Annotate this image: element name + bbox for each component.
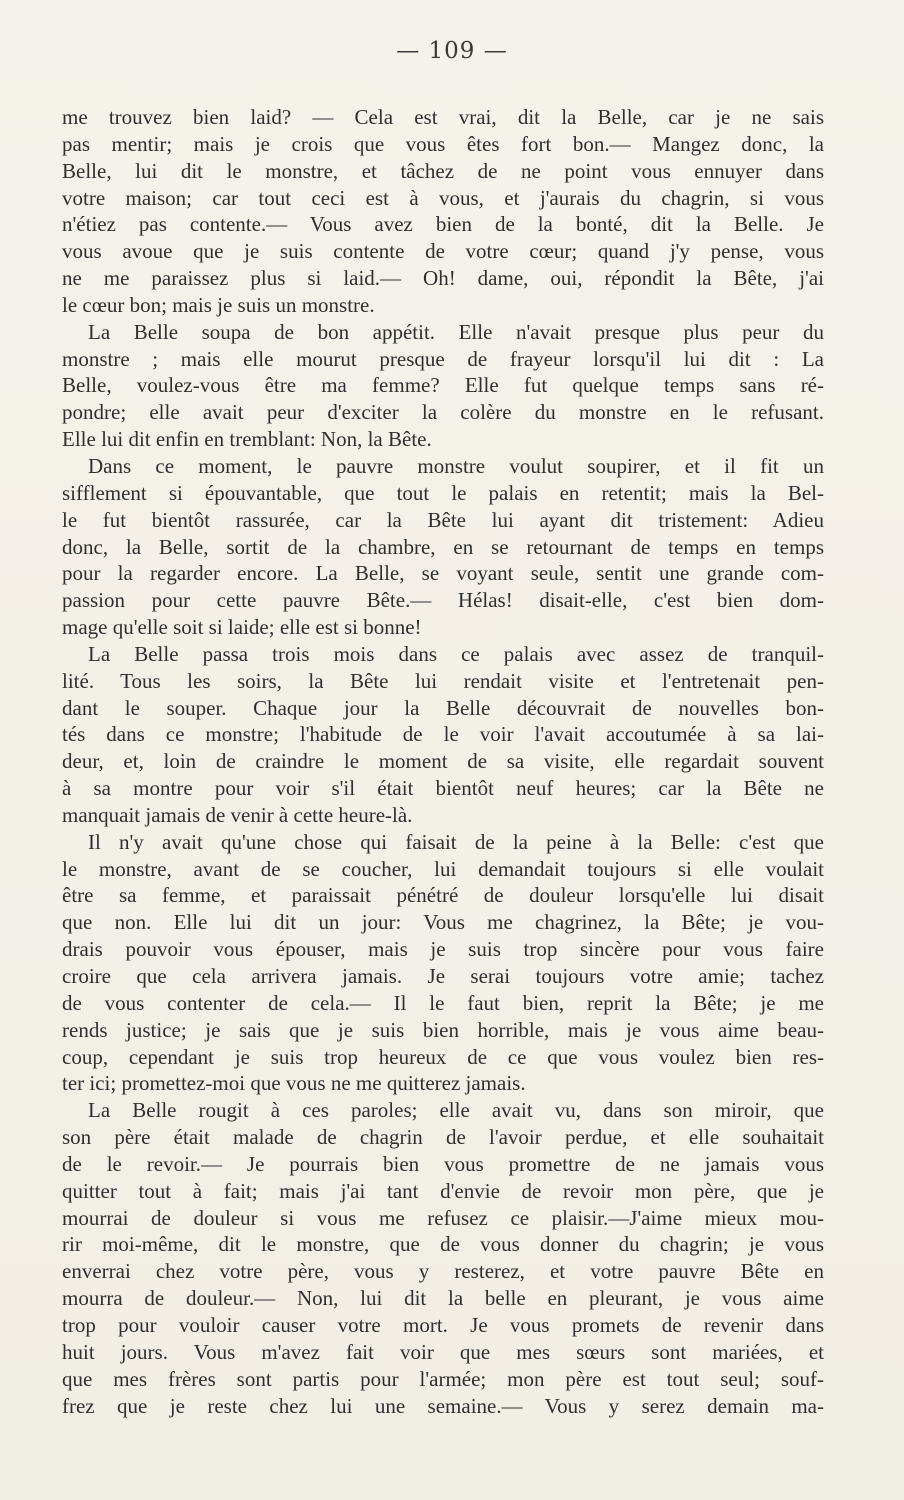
text-line: lité. Tous les soirs, la Bête lui rendait visite et l'entretenait pen- [62,668,824,693]
text-line: croire que cela arrivera jamais. Je serai toujours votre amie; tachez [62,964,824,988]
text-line: Il n'y avait qu'une chose qui faisait de la peine à la Belle: c'est que [88,829,824,854]
text-line: deur, et, loin de craindre le moment de sa visite, elle regardait souvent [62,749,824,774]
text-line: Elle lui dit enfin en tremblant: Non, la Bête. [62,427,432,452]
text-line: que non. Elle lui dit un jour: Vous me chagrinez, la Bête; je vou- [62,910,824,935]
text-line: ne me paraissez plus si laid.— Oh! dame, oui, répondit la Bête, j'ai [62,266,824,291]
text-line: n'étiez pas contente.— Vous avez bien de la bonté, dit la Belle. Je [62,212,824,237]
text-line: sifflement si épouvantable, que tout le palais en retentit; mais la Bel- [62,480,824,505]
text-line: donc, la Belle, sortit de la chambre, en se retournant de temps en temps [62,534,824,559]
text-line: enverrai chez votre père, vous y resterez, et votre pauvre Bête en [62,1259,824,1284]
text-line: être sa femme, et paraissait pénétré de douleur lorsqu'elle lui disait [62,883,824,908]
text-line: rends justice; je sais que je suis bien horrible, mais je vous aime beau- [62,1017,824,1042]
text-line: pondre; elle avait peur d'exciter la colère du monstre en le refusant. [62,400,824,425]
text-line: votre maison; car tout ceci est à vous, et j'aurais du chagrin, si vous [62,185,824,210]
text-line: le fut bientôt rassurée, car la Bête lui ayant dit tristement: Adieu [62,507,824,532]
text-line: dant le souper. Chaque jour la Belle découvrait de nouvelles bon- [62,695,824,720]
text-line: mage qu'elle soit si laide; elle est si bonne! [62,615,422,640]
text-line: son père était malade de chagrin de l'avoir perdue, et elle souhaitait [62,1125,824,1150]
body-text [62,104,824,1419]
text-line: Belle, lui dit le monstre, et tâchez de ne point vous ennuyer dans [62,158,824,183]
text-line: monstre ; mais elle mourut presque de frayeur lorsqu'il lui dit : La [62,346,824,371]
text-line: trop pour vouloir causer votre mort. Je vous promets de revenir dans [62,1312,824,1337]
text-line: Belle, voulez-vous être ma femme? Elle fut quelque temps sans ré- [62,373,824,398]
text-line: La Belle soupa de bon appétit. Elle n'avait presque plus peur du [88,319,824,344]
text-line: à sa montre pour voir s'il était bientôt neuf heures; car la Bête ne [62,776,824,801]
text-line: le monstre, avant de se coucher, lui demandait toujours si elle voulait [62,856,824,881]
text-line: le cœur bon; mais je suis un monstre. [62,292,375,317]
text-line: de le revoir.— Je pourrais bien vous promettre de ne jamais vous [62,1151,824,1176]
text-line: que mes frères sont partis pour l'armée; mon père est tout seul; souf- [62,1366,824,1391]
text-line: tés dans ce monstre; l'habitude de le voir l'avait accoutumée à sa lai- [62,722,824,747]
text-line: Dans ce moment, le pauvre monstre voulut soupirer, et il fit un [88,453,824,478]
text-line: de vous contenter de cela.— Il le faut bien, reprit la Bête; je me [62,990,824,1015]
text-line: rir moi-même, dit le monstre, que de vous donner du chagrin; je vous [62,1232,824,1257]
text-line: quitter tout à fait; mais j'ai tant d'envie de revoir mon père, que je [62,1178,824,1203]
text-line: mourrai de douleur si vous me refusez ce plaisir.—J'aime mieux mou- [62,1205,824,1230]
text-line: vous avoue que je suis contente de votre cœur; quand j'y pense, vous [62,239,824,264]
text-line: ter ici; promettez-moi que vous ne me quitterez jamais. [62,1071,526,1096]
text-line: coup, cependant je suis trop heureux de ce que vous voulez bien res- [62,1044,824,1069]
text-line: pour la regarder encore. La Belle, se voyant seule, sentit une grande com- [62,561,824,586]
text-line: manquait jamais de venir à cette heure-là. [62,802,413,827]
text-line: me trouvez bien laid? — Cela est vrai, dit la Belle, car je ne sais [62,105,824,129]
text-line: frez que je reste chez lui une semaine.— Vous y serez demain ma- [62,1393,824,1418]
text-line: La Belle passa trois mois dans ce palais avec assez de tranquil- [88,641,824,666]
text-line: pas mentir; mais je crois que vous êtes fort bon.— Mangez donc, la [62,131,824,156]
text-line: drais pouvoir vous épouser, mais je suis trop sincère pour vous faire [62,937,824,962]
text-line: huit jours. Vous m'avez fait voir que mes sœurs sont mariées, et [62,1339,824,1364]
text-line: mourra de douleur.— Non, lui dit la belle en pleurant, je vous aime [62,1286,824,1311]
page-number: — 109 — [396,38,508,64]
text-line: passion pour cette pauvre Bête.— Hélas! disait-elle, c'est bien dom- [62,588,824,613]
text-line: La Belle rougit à ces paroles; elle avait vu, dans son miroir, que [88,1098,824,1123]
